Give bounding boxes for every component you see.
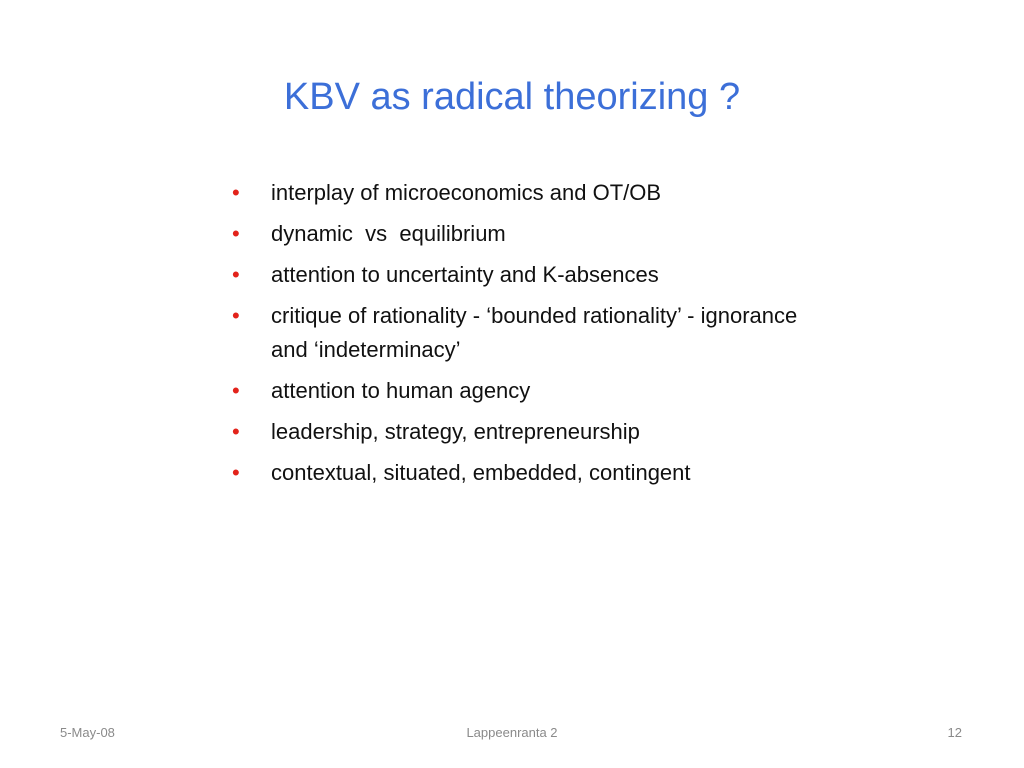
bullet-text: dynamic vs equilibrium bbox=[271, 221, 506, 246]
bullet-list bbox=[232, 176, 832, 497]
footer-date: 5-May-08 bbox=[60, 725, 115, 740]
bullet-text: critique of rationality - ‘bounded rationality’ - ignorance and ‘indeterminacy’ bbox=[271, 303, 804, 362]
bullet-item bbox=[232, 176, 832, 210]
page-number: 12 bbox=[947, 725, 962, 740]
bullet-text: attention to uncertainty and K-absences bbox=[271, 262, 659, 287]
bullet-item bbox=[232, 456, 832, 490]
bullet-icon: • bbox=[232, 460, 240, 485]
bullet-item bbox=[232, 299, 832, 367]
bullet-item bbox=[232, 415, 832, 449]
bullet-icon: • bbox=[232, 221, 240, 246]
bullet-icon: • bbox=[232, 262, 240, 287]
bullet-text: attention to human agency bbox=[271, 378, 531, 403]
bullet-text: interplay of microeconomics and OT/OB bbox=[271, 180, 662, 205]
footer-title: Lappeenranta 2 bbox=[466, 725, 558, 740]
bullet-item bbox=[232, 217, 832, 251]
bullet-icon: • bbox=[232, 378, 240, 403]
bullet-icon: • bbox=[232, 419, 240, 444]
bullet-icon: • bbox=[232, 303, 240, 328]
bullet-icon: • bbox=[232, 180, 240, 205]
bullet-text: contextual, situated, embedded, contingent bbox=[271, 460, 691, 485]
slide-title: KBV as radical theorizing ? bbox=[283, 76, 741, 118]
bullet-item bbox=[232, 374, 832, 408]
bullet-item bbox=[232, 258, 832, 292]
bullet-text: leadership, strategy, entrepreneurship bbox=[271, 419, 640, 444]
